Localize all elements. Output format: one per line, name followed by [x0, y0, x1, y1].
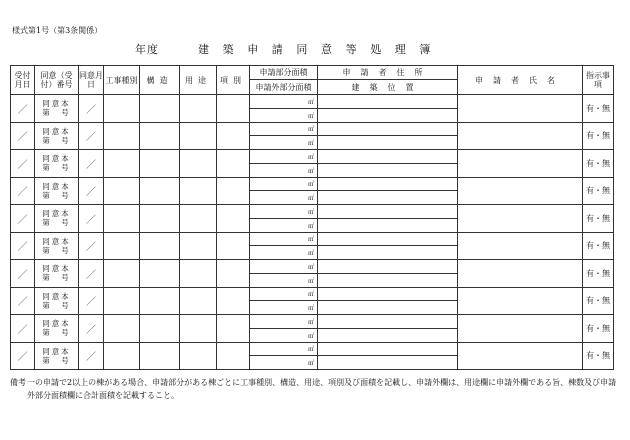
consent-line: 同意本 [42, 99, 71, 109]
consent-date-cell[interactable]: ／ [79, 287, 104, 315]
area-other-cell[interactable]: ㎡ [250, 246, 318, 260]
applicant-name-cell[interactable] [458, 315, 583, 343]
area-applied-cell[interactable]: ㎡ [250, 287, 318, 301]
applicant-name-cell[interactable] [458, 342, 583, 370]
consent-number-line: 第 号 [42, 328, 71, 338]
consent-line: 同意本 [42, 236, 71, 246]
area-other-cell[interactable]: ㎡ [250, 301, 318, 315]
item-class-cell[interactable] [217, 177, 250, 205]
item-class-cell[interactable] [217, 95, 250, 123]
consent-number-cell[interactable] [35, 287, 79, 315]
building-location-cell[interactable] [318, 108, 458, 122]
title-main: 建築申請同意等処理簿 [198, 43, 444, 56]
item-class-cell[interactable] [217, 260, 250, 288]
table-row [11, 260, 614, 274]
consent-date-cell[interactable]: ／ [79, 205, 104, 233]
work-type-cell[interactable] [104, 342, 140, 370]
received-date-cell[interactable]: ／ [11, 287, 35, 315]
consent-number-line: 第 号 [42, 300, 71, 310]
consent-line: 同意本 [42, 209, 71, 219]
consent-line: 同意本 [42, 291, 71, 301]
work-type-cell[interactable] [104, 232, 140, 260]
area-applied-cell[interactable]: ㎡ [250, 177, 318, 191]
applicant-name-cell[interactable] [458, 177, 583, 205]
applicant-name-cell[interactable] [458, 150, 583, 178]
work-type-cell[interactable] [104, 315, 140, 343]
table-row [11, 315, 614, 329]
consent-line: 同意本 [42, 126, 71, 136]
item-class-cell[interactable] [217, 287, 250, 315]
consent-line: 同意本 [42, 319, 71, 329]
item-class-cell[interactable] [217, 315, 250, 343]
consent-date-cell[interactable]: ／ [79, 260, 104, 288]
area-applied-cell[interactable]: ㎡ [250, 232, 318, 246]
building-location-cell[interactable] [318, 218, 458, 232]
area-applied-cell[interactable]: ㎡ [250, 95, 318, 109]
area-applied-cell[interactable]: ㎡ [250, 342, 318, 356]
received-date-cell[interactable]: ／ [11, 260, 35, 288]
structure-cell[interactable] [140, 122, 180, 150]
header-consent-date: 同意月日 [79, 66, 104, 95]
applicant-address-cell[interactable] [318, 95, 458, 109]
structure-cell[interactable] [140, 232, 180, 260]
received-date-cell[interactable]: ／ [11, 315, 35, 343]
building-location-cell[interactable] [318, 163, 458, 177]
instructions-cell[interactable]: 有・無 [583, 205, 614, 233]
instructions-cell[interactable]: 有・無 [583, 95, 614, 123]
area-other-cell[interactable]: ㎡ [250, 136, 318, 150]
area-applied-cell[interactable]: ㎡ [250, 315, 318, 329]
instructions-cell[interactable]: 有・無 [583, 287, 614, 315]
consent-line: 同意本 [42, 154, 71, 164]
instructions-cell[interactable]: 有・無 [583, 260, 614, 288]
instructions-cell[interactable]: 有・無 [583, 150, 614, 178]
work-type-cell[interactable] [104, 122, 140, 150]
consent-number-cell[interactable] [35, 315, 79, 343]
header-instructions: 指示事項 [583, 66, 614, 95]
building-location-cell[interactable] [318, 273, 458, 287]
building-location-cell[interactable] [318, 328, 458, 342]
received-date-cell[interactable]: ／ [11, 150, 35, 178]
item-class-cell[interactable] [217, 205, 250, 233]
building-location-cell[interactable] [318, 191, 458, 205]
header-area-other: 申請外部分面積 [250, 80, 318, 95]
area-applied-cell[interactable]: ㎡ [250, 205, 318, 219]
work-type-cell[interactable] [104, 95, 140, 123]
area-other-cell[interactable]: ㎡ [250, 273, 318, 287]
consent-number-line: 第 号 [42, 218, 71, 228]
building-location-cell[interactable] [318, 301, 458, 315]
consent-number-cell[interactable] [35, 205, 79, 233]
building-location-cell[interactable] [318, 356, 458, 370]
applicant-address-cell[interactable] [318, 205, 458, 219]
instructions-cell[interactable]: 有・無 [583, 315, 614, 343]
building-location-cell[interactable] [318, 246, 458, 260]
instructions-cell[interactable]: 有・無 [583, 122, 614, 150]
use-cell[interactable] [180, 122, 217, 150]
work-type-cell[interactable] [104, 287, 140, 315]
structure-cell[interactable] [140, 342, 180, 370]
use-cell[interactable] [180, 315, 217, 343]
structure-cell[interactable] [140, 177, 180, 205]
area-other-cell[interactable]: ㎡ [250, 356, 318, 370]
structure-cell[interactable] [140, 205, 180, 233]
consent-number-cell[interactable] [35, 95, 79, 123]
consent-line: 同意本 [42, 264, 71, 274]
register-rows [11, 95, 614, 370]
use-cell[interactable] [180, 260, 217, 288]
consent-date-cell[interactable]: ／ [79, 342, 104, 370]
title-year: 年度 [135, 43, 159, 56]
consent-number-line: 第 号 [42, 108, 71, 118]
use-cell[interactable] [180, 95, 217, 123]
work-type-cell[interactable] [104, 177, 140, 205]
received-date-cell[interactable]: ／ [11, 205, 35, 233]
use-cell[interactable] [180, 287, 217, 315]
use-cell[interactable] [180, 177, 217, 205]
table-row [11, 122, 614, 136]
consent-number-line: 第 号 [42, 355, 71, 365]
applicant-address-cell[interactable] [318, 122, 458, 136]
applicant-address-cell[interactable] [318, 342, 458, 356]
instructions-cell[interactable]: 有・無 [583, 177, 614, 205]
consent-date-cell[interactable]: ／ [79, 315, 104, 343]
received-date-cell[interactable]: ／ [11, 122, 35, 150]
structure-cell[interactable] [140, 260, 180, 288]
table-row [11, 342, 614, 356]
applicant-name-cell[interactable] [458, 287, 583, 315]
consent-number-line: 第 号 [42, 163, 71, 173]
form-title [0, 41, 630, 55]
remarks-label: 備考 [10, 378, 26, 387]
consent-number-cell[interactable] [35, 150, 79, 178]
table-row [11, 177, 614, 191]
header-work-type: 工事種別 [104, 66, 140, 95]
table-row [11, 95, 614, 109]
table-row [11, 150, 614, 164]
received-date-cell[interactable]: ／ [11, 232, 35, 260]
consent-number-cell[interactable] [35, 122, 79, 150]
consent-number-line: 第 号 [42, 245, 71, 255]
header-received-date: 受付月日 [11, 66, 35, 95]
item-class-cell[interactable] [217, 122, 250, 150]
use-cell[interactable] [180, 232, 217, 260]
area-other-cell[interactable]: ㎡ [250, 328, 318, 342]
header-consent-number: 同意（受付）番号 [35, 66, 79, 95]
area-other-cell[interactable]: ㎡ [250, 108, 318, 122]
applicant-name-cell[interactable] [458, 260, 583, 288]
consent-number-cell[interactable] [35, 342, 79, 370]
area-applied-cell[interactable]: ㎡ [250, 260, 318, 274]
applicant-name-cell[interactable] [458, 232, 583, 260]
received-date-cell[interactable]: ／ [11, 95, 35, 123]
consent-date-cell[interactable]: ／ [79, 122, 104, 150]
area-other-cell[interactable]: ㎡ [250, 191, 318, 205]
structure-cell[interactable] [140, 95, 180, 123]
applicant-address-cell[interactable] [318, 260, 458, 274]
applicant-name-cell[interactable] [458, 205, 583, 233]
applicant-address-cell[interactable] [318, 177, 458, 191]
consent-date-cell[interactable]: ／ [79, 177, 104, 205]
item-class-cell[interactable] [217, 232, 250, 260]
consent-number-cell[interactable] [35, 177, 79, 205]
area-applied-cell[interactable]: ㎡ [250, 122, 318, 136]
applicant-address-cell[interactable] [318, 287, 458, 301]
item-class-cell[interactable] [217, 342, 250, 370]
applicant-name-cell[interactable] [458, 122, 583, 150]
table-row [11, 287, 614, 301]
consent-line: 同意本 [42, 346, 71, 356]
header-applicant-address: 申請者住所 [318, 66, 458, 80]
structure-cell[interactable] [140, 150, 180, 178]
consent-number-cell[interactable] [35, 260, 79, 288]
work-type-cell[interactable] [104, 205, 140, 233]
building-location-cell[interactable] [318, 136, 458, 150]
use-cell[interactable] [180, 342, 217, 370]
use-cell[interactable] [180, 205, 217, 233]
header-applicant-name: 申請者氏名 [458, 66, 583, 95]
applicant-address-cell[interactable] [318, 232, 458, 246]
applicant-address-cell[interactable] [318, 315, 458, 329]
form-number: 様式第1号（第3条関係） [12, 26, 103, 35]
table-row [11, 205, 614, 219]
remarks-text: 一の申請で2以上の棟がある場合、申請部分がある棟ごとに工事種別、構造、用途、項別及び面積を記載し、申請外欄は、用途欄に申請外欄である旨、棟数及び申請外部分面積欄に合計面積を記載すること。 [27, 378, 617, 400]
applicant-name-cell[interactable] [458, 95, 583, 123]
consent-date-cell[interactable]: ／ [79, 95, 104, 123]
header-use: 用途 [180, 66, 217, 95]
header-building-location: 建築位置 [318, 80, 458, 95]
instructions-cell[interactable]: 有・無 [583, 232, 614, 260]
register-table [10, 65, 614, 370]
instructions-cell[interactable]: 有・無 [583, 342, 614, 370]
structure-cell[interactable] [140, 315, 180, 343]
work-type-cell[interactable] [104, 150, 140, 178]
header-structure: 構造 [140, 66, 180, 95]
area-other-cell[interactable]: ㎡ [250, 218, 318, 232]
consent-number-line: 第 号 [42, 273, 71, 283]
area-applied-cell[interactable]: ㎡ [250, 150, 318, 164]
use-cell[interactable] [180, 150, 217, 178]
received-date-cell[interactable]: ／ [11, 177, 35, 205]
consent-date-cell[interactable]: ／ [79, 232, 104, 260]
header-item-class: 項別 [217, 66, 250, 95]
header-area-applied: 申請部分面積 [250, 66, 318, 80]
table-row [11, 232, 614, 246]
applicant-address-cell[interactable] [318, 150, 458, 164]
area-other-cell[interactable]: ㎡ [250, 163, 318, 177]
consent-number-line: 第 号 [42, 190, 71, 200]
received-date-cell[interactable]: ／ [11, 342, 35, 370]
consent-number-cell[interactable] [35, 232, 79, 260]
work-type-cell[interactable] [104, 260, 140, 288]
item-class-cell[interactable] [217, 150, 250, 178]
structure-cell[interactable] [140, 287, 180, 315]
consent-line: 同意本 [42, 181, 71, 191]
consent-date-cell[interactable]: ／ [79, 150, 104, 178]
consent-number-line: 第 号 [42, 135, 71, 145]
